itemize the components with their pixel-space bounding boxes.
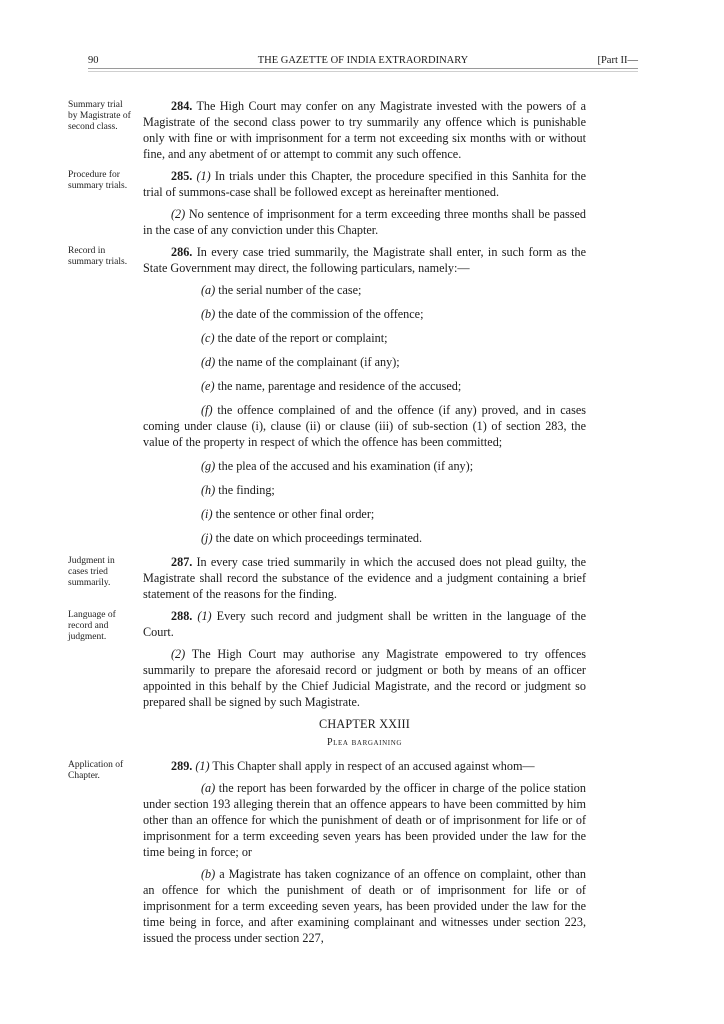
chapter-subtitle: Plea bargaining [327, 737, 402, 748]
list-item [143, 306, 586, 322]
gazette-title: THE GAZETTE OF INDIA EXTRAORDINARY [257, 55, 469, 66]
clause-text: the name, parentage and residence of the accused; [214, 379, 462, 393]
paragraph [143, 168, 586, 200]
clause-text: the date of the report or complaint; [214, 331, 388, 345]
paragraph-text: No sentence of imprisonment for a term exceeding three months shall be passed in the case of any conviction under this Chapter. [143, 207, 586, 237]
paragraph-text: In every case tried summarily in which the accused does not plead guilty, the Magistrate shall record the substance of the evidence and a judgment containing a brief statement of the reasons for the finding. [143, 555, 586, 601]
section-288 [68, 608, 586, 710]
section-number: 284. [171, 99, 193, 113]
subsection-mark: (2) [171, 647, 186, 661]
clause-text: the date of the commission of the offence; [215, 307, 424, 321]
header-divider [88, 68, 638, 72]
paragraph-text: The High Court may authorise any Magistrate empowered to try offences summarily to prepare the aforesaid record or judgment or both by means of an officer appointed in this behalf by the Chief Judicial Magistrate, and the record or judgment so prepared shall be signed by such Magistrate. [143, 647, 586, 709]
list-item [143, 506, 586, 522]
list-item [143, 354, 586, 370]
margin-note: Language of record and judgment. [68, 610, 116, 642]
page-header [88, 54, 638, 68]
margin-note: Record in summary trials. [68, 246, 128, 267]
paragraph-text: In every case tried summarily, the Magistrate shall enter, in such form as the State Government may direct, the following particulars, namely:— [143, 245, 586, 275]
paragraph-text: The High Court may confer on any Magistrate invested with the powers of a Magistrate of the second class power to try summarily any offence which is punishable only with fine or with imprisonment for a term not exceeding six months with or without fine, and any abetment of or attempt to commit any such offence. [143, 99, 586, 161]
clause-mark: (h) [201, 483, 216, 497]
list-item [143, 330, 586, 346]
paragraph [143, 244, 586, 276]
section-289 [68, 758, 586, 946]
subsection-mark: (1) [192, 759, 210, 773]
clause-text: the offence complained of and the offence (if any) proved, and in cases coming under clause (i), clause (ii) or clause (iii) of sub-section (1) of section 283, the value of the property in respect of which the offence has been committed; [143, 403, 586, 449]
margin-note: Judgment in cases tried summarily. [68, 556, 115, 588]
clause-text: a Magistrate has taken cognizance of an offence on complaint, other than an offence for which the punishment of death or of imprisonment for life or of imprisonment for a term exceeding seven years, has been provided under the law for the time being in force, and after examining complainant and witnesses under section 223, issued the process under section 227, [143, 867, 586, 945]
part-label: [Part II— [597, 55, 638, 66]
paragraph [143, 646, 586, 710]
clause-text: the report has been forwarded by the officer in charge of the police station under section 193 alleging therein that an offence appears to have been committed by him other than an offence for which the punishment of death or of imprisonment for life or of imprisonment for a term exceeding seven years has been provided under the law for the time being in force; or [143, 781, 586, 859]
clause-mark: (d) [201, 355, 216, 369]
clause-mark: (a) [201, 283, 216, 297]
list-item [143, 482, 586, 498]
section-number: 287. [171, 555, 193, 569]
clause-mark: (a) [201, 781, 216, 795]
subsection-mark: (1) [192, 609, 212, 623]
margin-note: Application of Chapter. [68, 760, 124, 781]
clause-text: the date on which proceedings terminated. [212, 531, 423, 545]
page-number: 90 [88, 55, 99, 66]
section-284 [68, 98, 586, 162]
list-item [143, 866, 586, 946]
paragraph [143, 554, 586, 602]
clause-text: the serial number of the case; [215, 283, 362, 297]
subsection-mark: (2) [171, 207, 186, 221]
section-number: 286. [171, 245, 193, 259]
clause-mark: (i) [201, 507, 213, 521]
paragraph [143, 608, 586, 640]
clause-mark: (c) [201, 331, 215, 345]
margin-note: Procedure for summary trials. [68, 170, 128, 191]
clause-mark: (j) [201, 531, 213, 545]
clause-mark: (g) [201, 459, 216, 473]
list-item [143, 530, 586, 546]
clause-text: the plea of the accused and his examination (if any); [215, 459, 474, 473]
list-item [143, 402, 586, 450]
paragraph-text: Every such record and judgment shall be written in the language of the Court. [143, 609, 587, 639]
paragraph [143, 206, 586, 238]
clause-text: the name of the complainant (if any); [215, 355, 400, 369]
clause-text: the sentence or other final order; [212, 507, 375, 521]
section-287 [68, 554, 586, 602]
chapter-title: CHAPTER XXIII [319, 717, 410, 731]
list-item [143, 282, 586, 298]
section-286 [68, 244, 586, 546]
clause-text: the finding; [215, 483, 275, 497]
clause-mark: (b) [201, 867, 216, 881]
list-item [143, 378, 586, 394]
list-item [143, 780, 586, 860]
section-number: 288. [171, 609, 193, 623]
list-item [143, 458, 586, 474]
section-285 [68, 168, 586, 238]
section-number: 285. [171, 169, 193, 183]
clause-mark: (f) [201, 403, 213, 417]
section-number: 289. [171, 759, 193, 773]
paragraph-text: This Chapter shall apply in respect of an accused against whom— [209, 759, 535, 773]
clause-mark: (e) [201, 379, 215, 393]
document-body [68, 98, 586, 952]
clause-mark: (b) [201, 307, 216, 321]
paragraph [143, 98, 586, 162]
subsection-mark: (1) [192, 169, 211, 183]
margin-note: Summary trial by Magistrate of second class. [68, 100, 131, 132]
paragraph-text: In trials under this Chapter, the procedure specified in this Sanhita for the trial of summons-case shall be followed except as hereinafter mentioned. [143, 169, 586, 199]
paragraph [143, 758, 586, 774]
